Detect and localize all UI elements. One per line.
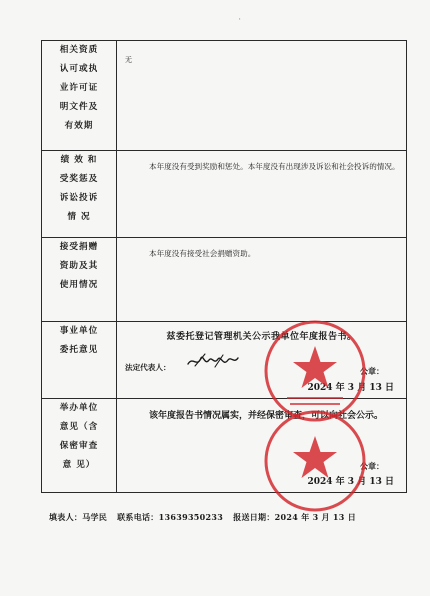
sponsor-seal-label: 公章： <box>360 461 384 471</box>
qualification-content: 无 <box>125 56 132 64</box>
filler-name: 填表人：马学民 <box>49 512 108 522</box>
sponsor-seal-stamp <box>262 408 368 514</box>
row-donations <box>42 238 407 322</box>
legal-representative-label: 法定代表人： <box>125 363 171 372</box>
label-rewards: 绩 效 和 受奖惩及 诉讼投诉 情 况 <box>42 151 117 238</box>
entrust-statement: 兹委托登记管理机关公示我单位年度报告书。 <box>166 332 357 342</box>
label-donations: 接受捐赠 资助及其 使用情况 <box>42 238 117 322</box>
label-qualification: 相关资质 认可或执 业许可证 明文件及 有效期 <box>42 41 117 151</box>
sponsor-opinion: 该年度报告书情况属实，并经保密审查，可以向社会公示。 <box>149 411 384 421</box>
handwritten-signature <box>185 350 245 372</box>
report-footer <box>49 512 366 523</box>
contact-phone: 联系电话：13639350233 <box>117 512 224 522</box>
donations-content: 本年度没有接受社会捐赠资助。 <box>149 249 256 258</box>
entrusting-date: 2024 年 3 月 13 日 <box>307 383 394 393</box>
row-rewards <box>42 151 407 238</box>
report-date: 报送日期：2024 年 3 月 13 日 <box>233 512 357 522</box>
row-qualification <box>42 41 407 151</box>
top-mark: ' <box>239 18 241 25</box>
sponsor-date: 2024 年 3 月 13 日 <box>307 477 394 487</box>
label-entrusting: 事业单位 委托意见 <box>42 322 117 399</box>
rewards-content: 本年度没有受到奖励和惩处。本年度没有出现涉及诉讼和社会投诉的情况。 <box>149 162 400 171</box>
label-sponsor: 举办单位 意见（含 保密审查 意 见） <box>42 399 117 493</box>
entrusting-seal-label: 公章： <box>360 366 384 376</box>
